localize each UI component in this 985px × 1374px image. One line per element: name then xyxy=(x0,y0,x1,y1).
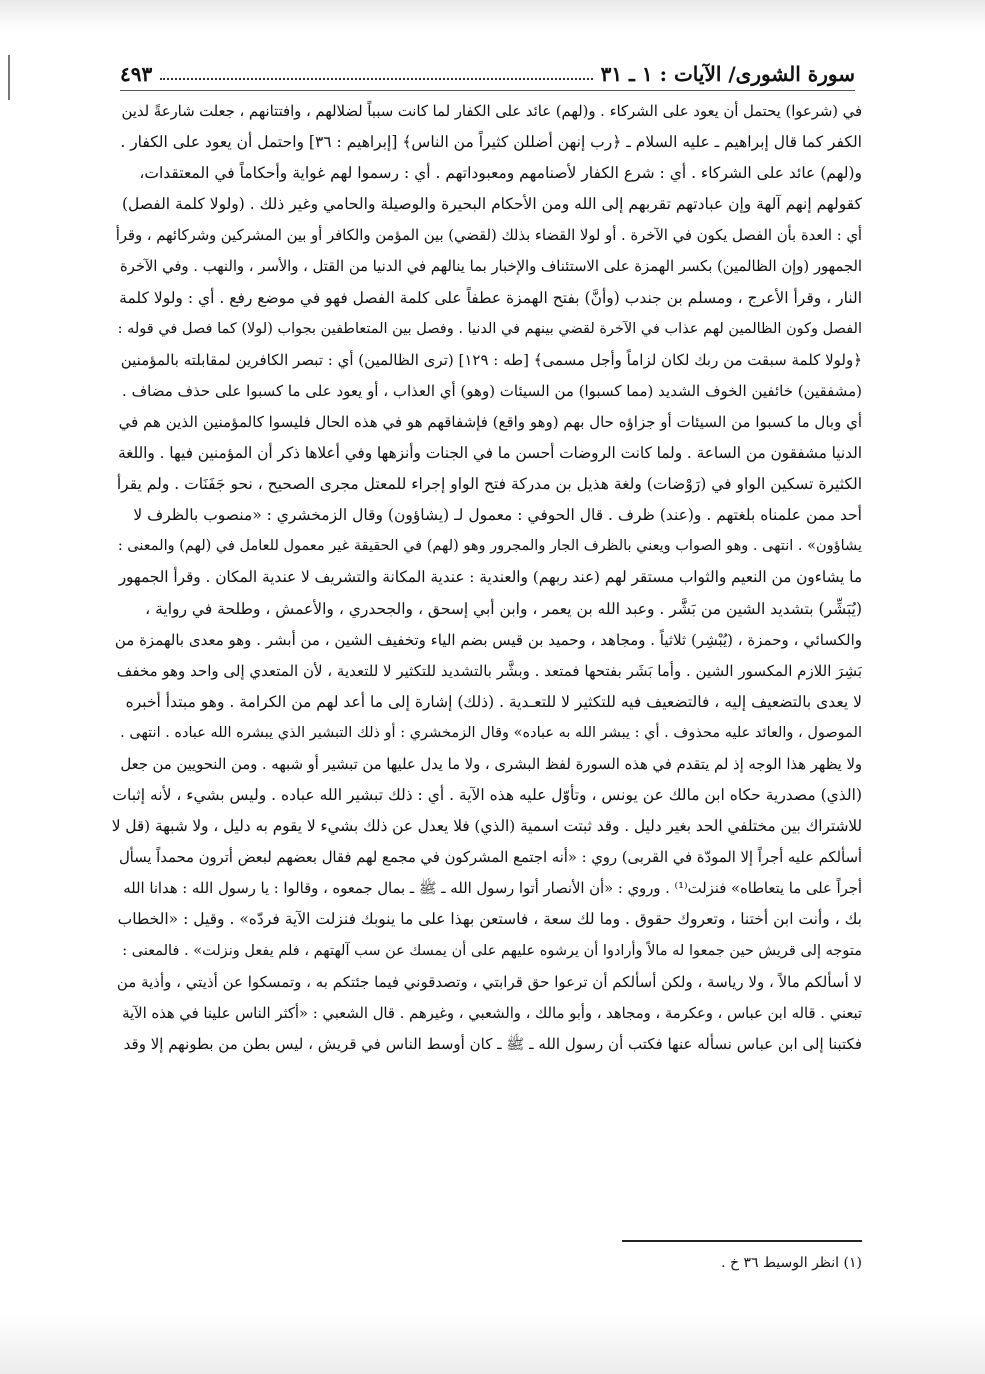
footnote-rule xyxy=(622,1240,862,1242)
text-line: بك ، وأنت ابن أختنا ، وتعروك حقوق . وما لك سعة ، فاستعن بهذا على ما ينوبك فنزلت الآية فردّه» . وقيل : «الخطاب xyxy=(117,910,862,929)
text-line: تبعني . قاله ابن عباس ، وعكرمة ، ومجاهد ، وأبو مالك ، والشعبي ، وغيرهم . قال الشعبي : «أكثر الناس علينا في هذه الآية xyxy=(122,1004,862,1022)
header-rule xyxy=(120,90,855,91)
text-line: النار ، وقرأ الأعرج ، ومسلم بن جندب (وأنَّ) بفتح الهمزة عطفاً على كلمة الفصل فهو في موضع رفع . أي : ولولا كلمة xyxy=(119,288,862,307)
text-line: الكفر كما قال إبراهيم ـ عليه السلام ـ ﴿رب إنهن أضللن كثيراً من الناس﴾ [إبراهيم : ٣٦] واحتمل أن يعود على الكفار . xyxy=(120,133,862,152)
text-line: (مشفقين) خائفين الخوف الشديد (مما كسبوا) من السيئات (وهو) أي العذاب ، أو يعود على ما كسبوا على حذف مضاف . xyxy=(122,381,862,400)
scan-edge-top xyxy=(0,0,985,30)
text-line: للاشتراك بين مختلفي الحد بغير دليل . وقد ثبتت اسمية (الذي) فلا يعدل عن ذلك بشيء لا يقوم به دليل ، ولا شبهة (قل لا xyxy=(112,817,862,836)
text-line: الفصل وكون الظالمين لهم عذاب في الآخرة لقضي بينهم في الدنيا . وفصل بين المتعاطفين بجواب (لولا) كما فصل في قوله : xyxy=(117,320,862,337)
margin-mark xyxy=(8,55,10,100)
text-line: كقولهم إنهم آلهة وإن عبادتهم تقربهم إلى الله ومن الأحكام البحيرة والوصيلة والحامي وغير ذلك . (ولولا كلمة الفصل) xyxy=(122,195,862,214)
text-line: ﴿ولولا كلمة سبقت من ربك لكان لزاماً وأجل مسمى﴾ [طه : ١٢٩] (ترى الظالمين) أي : تبصر الكافرين لمقابلته بالمؤمنين xyxy=(120,350,862,369)
text-line: أي : العدة بأن الفصل يكون في الآخرة . أو لولا القضاء بذلك (لقضي) بين المؤمن والكافر أو بين المشركين وشركائهم ، وقرأ xyxy=(115,227,862,245)
page-number: ٤٩٣ xyxy=(120,62,153,86)
text-line: أسألكم عليه أجراً إلا المودّة في القربى) روي : «أنه اجتمع المشركون في مجمع لهم فقال بعضهم لبعض أترون محمداً يسأل xyxy=(118,849,862,867)
footnote: (١) انظر الوسيط ٣٦ خ . xyxy=(721,1255,862,1271)
text-line: (يُبَشِّر) بتشديد الشين من بَشَّر . وعبد الله بن يعمر ، وابن أبي إسحق ، والجحدري ، والأعمش ، وطلحة في رواية ، xyxy=(145,599,862,618)
text-line: والكسائي ، وحمزة ، (يُبْشِر) ثلاثياً . ومجاهد ، وحميد بن قيس بضم الياء وتخفيف الشين ، من أبشر . وهو معدى بالهمزة من xyxy=(114,630,862,649)
text-line: في (شرعوا) يحتمل أن يعود على الشركاء . و(لهم) عائد على الكفار لما كانت سبباً لضلالهم ، وافتتانهم ، جعلت شارعةً لدين xyxy=(121,103,862,120)
text-line: لا أسألكم مالاً ، ولا رياسة ، ولكن أسألكم أن ترعوا حق قرابتي ، وتصدقوني فيما جئتكم به ، وتمسكوا عن أذيتي ، وأذية من xyxy=(116,972,862,991)
running-header xyxy=(120,58,855,90)
text-line: ما يشاءون من النعيم والثواب مستقر لهم (عند ربهم) والعندية : عندية المكانة والتشريف لا عندية المكان . وقرأ الجمهور xyxy=(118,568,862,587)
text-line: يشاؤون» . انتهى . وهو الصواب ويعني بالظرف الجار والمجرور وهو (لهم) في الحقيقة غير معمول للعامل في (لهم) والمعنى : xyxy=(117,538,862,555)
surah-title: سورة الشورى/ الآيات : ١ ـ ٣١ xyxy=(600,62,855,86)
scan-edge-bottom xyxy=(0,1314,985,1374)
text-line: الدنيا مشفقون من الساعة . ولما كانت الروضات أحسن ما في الجنات وأنزهها وفي أعلاها ذكر أن المؤمنين فيها . واللغة xyxy=(117,444,862,463)
text-line: بَشِرَ اللازم المكسور الشين . وأما بَشَر بفتحها فمتعد . وبشَّر بالتشديد للتكثير لا للتعدية ، لأن المتعدي إلى واحد وهو مخفف xyxy=(116,661,862,680)
text-line: الجمهور (وإن الظالمين) بكسر الهمزة على الاستئناف والإخبار بما ينالهم في الدنيا من القتل ، والأسر ، والنهب . وفي الآخرة xyxy=(119,258,862,276)
text-line: أجراً على ما يتعاطاه» فنزلت⁽¹⁾ . وروي : «أن الأنصار أتوا رسول الله ـ ﷺ ـ بمال جمعوه ، وقالوا : يا رسول الله : هدانا الله xyxy=(123,880,862,898)
text-line: و(لهم) عائد على الشركاء . أي : شرع الكفار لأصنامهم ومعبوداتهم . أي : رسموا لهم غواية وأحكاماً في المعتقدات، xyxy=(139,164,862,183)
header-dot-leader xyxy=(160,68,592,80)
text-line: أي وبال ما كسبوا من السيئات أو جزاؤه حال بهم (وهو واقع) فإشفاقهم هو في هذه الحال فليسوا كالمؤمنين الذين هم في xyxy=(118,412,862,431)
text-line: ولا يظهر هذا الوجه إذ لم يتقدم في هذه السورة لفظ البشرى ، ولا ما يدل عليها من تبشير أو شبهه . ومن النحويين من جعل xyxy=(120,755,862,773)
body-text xyxy=(112,96,862,1060)
text-line: متوجه إلى قريش حين جمعوا له مالاً وأرادوا أن يرشوه عليهم على أن يمسك عن سب آلهتهم ، فلم يفعل ونزلت» . فالمعنى : xyxy=(122,942,862,959)
text-line: لا يعدى بالتضعيف إليه ، فالتضعيف فيه للتكثير لا للتعـدية . (ذلك) إشارة إلى ما أعد لهم من الكرامة . وهو مبتدأ أخبره xyxy=(125,692,862,711)
text-line: الموصول ، والعائد عليه محذوف . أي : يبشر الله به عباده» وقال الزمخشري : أو ذلك التبشير الذي يبشره الله عباده . انتهى . xyxy=(120,724,862,741)
text-line: الكثيرة تسكين الواو في (رَوْضات) ولغة هذيل بن مدركة فتح الواو إجراء للمعتل مجرى الصحيح ، نحو جَفَنَات . ولم يقرأ xyxy=(116,475,862,494)
text-line: أحد ممن علمناه بلغتهم . و(عند) ظرف . قال الحوفي : معمول لـ (يشاؤون) وقال الزمخشري : «منصوب بالظرف لا xyxy=(133,506,862,525)
text-line: فكتبنا إلى ابن عباس نسأله عنها فكتب أن رسول الله ـ ﷺ ـ كان أوسط الناس في قريش ، ليس بطن من بطونهم إلا وقد xyxy=(123,1034,862,1053)
text-line: (الذي) مصدرية حكاه ابن مالك عن يونس ، وتأوّل عليه هذه الآية . أي : ذلك تبشير الله عباده . وليس بشيء ، لأنه إثبات xyxy=(112,786,862,805)
